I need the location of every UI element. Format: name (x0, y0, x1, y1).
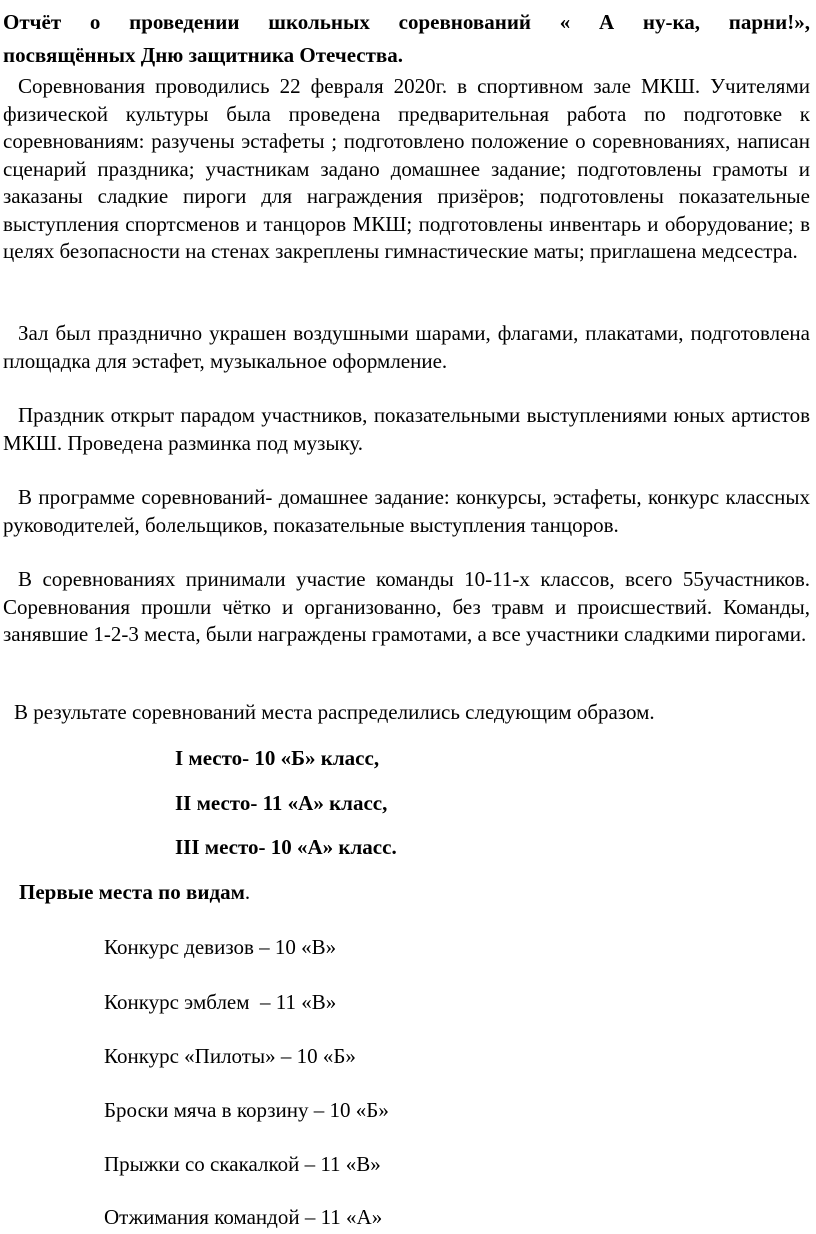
place-second: II место- 11 «А» класс, (175, 791, 388, 815)
paragraph-participants: В соревнованиях принимали участие команды 10-11-х классов, всего 55участников. Соревнования прошли чётко и организованно, без травм и происшествий. Команды, занявшие 1-2-3 места, были награждены грамотами, а все участники сладкими пирогами. (3, 567, 810, 646)
category-winner: Броски мяча в корзину – 10 «Б» (104, 1098, 389, 1122)
title-line-2: посвящённых Дню защитника Отечества. (3, 43, 403, 67)
paragraph-decoration: Зал был празднично украшен воздушными шарами, флагами, плакатами, подготовлена площадка для эстафет, музыкальное оформление. (3, 321, 810, 373)
place-third: III место- 10 «А» класс. (175, 835, 397, 859)
category-winner: Конкурс «Пилоты» – 10 «Б» (104, 1044, 356, 1068)
paragraph-preparation: Соревнования проводились 22 февраля 2020г. в спортивном зале МКШ. Учителями физической культуры была проведена предварительная работа по подготовке к соревнованиям: разучены эстафеты ; подготовлено положение о соревнованиях, написан сценарий праздника; участникам задано домашнее задание; подготовлены грамоты и заказаны сладкие пироги для награждения призёров; подготовлены показательные выступления спортсменов и танцоров МКШ; подготовлены инвентарь и оборудование; в целях безопасности на стенах закреплены гимнастические маты; приглашена медсестра. (3, 74, 810, 263)
categories-heading-text: Первые места по видам (19, 880, 245, 904)
category-winner: Конкурс эмблем – 11 «В» (104, 990, 337, 1014)
category-winner: Конкурс девизов – 10 «В» (104, 935, 337, 959)
title-line-1: Отчёт о проведении школьных соревнований « А ну-ка, парни!», (3, 10, 810, 34)
paragraph-opening: Праздник открыт парадом участников, показательными выступлениями юных артистов МКШ. Проведена разминка под музыку. (3, 403, 810, 455)
paragraph-program: В программе соревнований- домашнее задание: конкурсы, эстафеты, конкурс классных руководителей, болельщиков, показательные выступления танцоров. (3, 485, 810, 537)
results-intro: В результате соревнований места распределились следующим образом. (14, 700, 655, 724)
category-winner: Отжимания командой – 11 «А» (104, 1205, 383, 1229)
category-winner: Прыжки со скакалкой – 11 «В» (104, 1152, 381, 1176)
categories-heading (19, 879, 250, 906)
categories-heading-punct: . (244, 880, 251, 904)
report-title (3, 6, 810, 72)
place-first: I место- 10 «Б» класс, (175, 746, 380, 770)
